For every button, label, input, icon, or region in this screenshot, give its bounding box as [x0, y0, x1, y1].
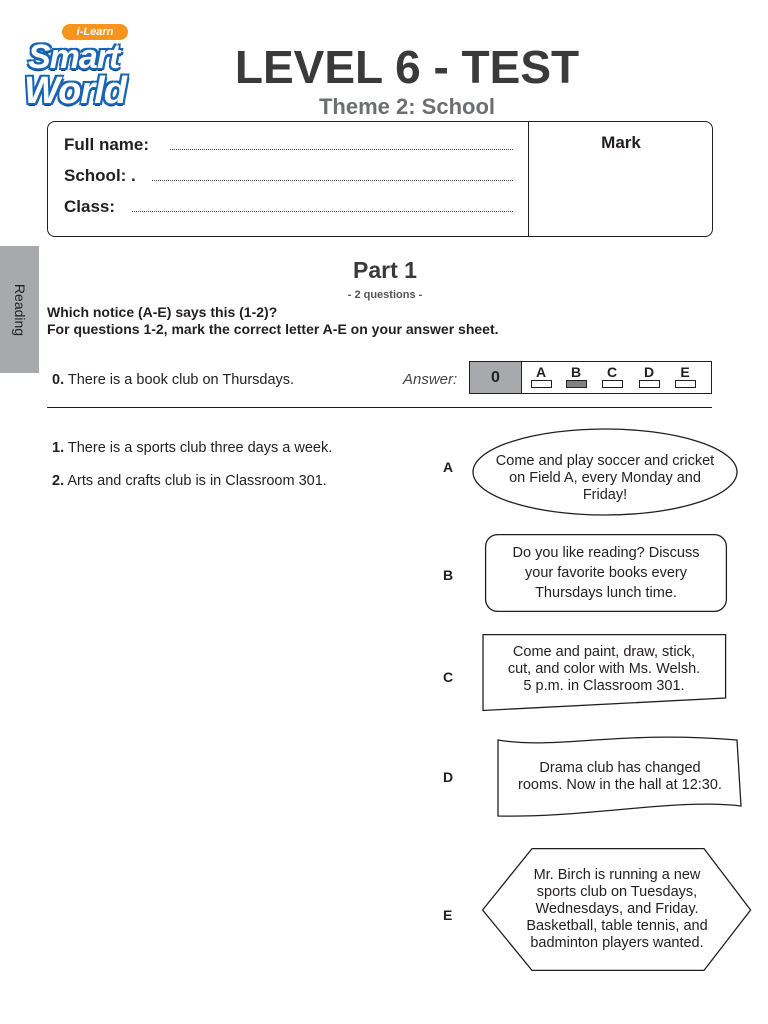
notice-line: Come and paint, draw, stick, — [512, 644, 696, 660]
instruction-line-1: Which notice (A-E) says this (1-2)? — [47, 304, 278, 320]
notice-line: Come and play soccer and cricket — [495, 453, 715, 469]
answer-label: Answer: — [403, 371, 458, 388]
mark-divider — [528, 121, 529, 237]
notice-line: Wednesdays, and Friday. — [535, 901, 699, 917]
notice-letter-e: E — [443, 907, 453, 923]
notice-line: Thursdays lunch time. — [535, 585, 677, 601]
option-letter-a: A — [535, 364, 547, 380]
option-letter-d: D — [643, 364, 655, 380]
question-text: There is a sports club three days a week. — [67, 440, 333, 456]
option-box-a[interactable] — [531, 380, 552, 388]
side-tab-label: Reading — [11, 283, 28, 336]
full-name-field[interactable] — [170, 149, 513, 150]
mark-label: Mark — [601, 133, 641, 152]
option-box-b[interactable] — [566, 380, 587, 388]
notice-c — [484, 644, 724, 695]
part-title: Part 1 — [353, 257, 417, 283]
school-field[interactable] — [152, 180, 513, 181]
notice-line: sports club on Tuesdays, — [536, 884, 698, 900]
option-box-d[interactable] — [639, 380, 660, 388]
notice-line: Do you like reading? Discuss — [512, 545, 700, 561]
option-letter-e: E — [680, 364, 690, 380]
notice-line: Friday! — [582, 487, 628, 503]
section-divider — [47, 407, 712, 408]
option-letter-c: C — [606, 364, 618, 380]
logo-brand-top: i-Learn — [62, 24, 128, 40]
example-number: 0. — [52, 372, 65, 388]
logo-line-1: Smart — [28, 38, 120, 76]
notice-e — [502, 867, 732, 952]
example-text: There is a book club on Thursdays. — [67, 372, 295, 388]
section-side-tab — [0, 246, 39, 373]
question-number: 1. — [52, 440, 65, 456]
page-subtitle: Theme 2: School — [318, 94, 496, 119]
smart-world-logo — [20, 20, 160, 120]
option-letter-b: B — [570, 364, 582, 380]
notice-line: Mr. Birch is running a new — [533, 867, 701, 883]
class-field[interactable] — [132, 211, 513, 212]
part-subtitle: - 2 questions - — [347, 289, 423, 301]
notice-line: cut, and color with Ms. Welsh. — [507, 661, 701, 677]
class-label: Class: — [64, 197, 116, 216]
notice-line: Basketball, table tennis, and — [526, 918, 708, 934]
question-2 — [52, 473, 327, 489]
logo-line-2: World — [24, 70, 126, 112]
notice-letter-c: C — [443, 669, 454, 685]
notice-d — [502, 760, 738, 794]
notice-line: rooms. Now in the hall at 12:30. — [518, 777, 722, 793]
notice-line: on Field A, every Monday and — [509, 470, 701, 486]
answer-number: 0 — [470, 362, 522, 393]
option-box-c[interactable] — [602, 380, 623, 388]
notice-line: badminton players wanted. — [530, 935, 704, 951]
notice-a — [478, 453, 732, 504]
notice-letter-b: B — [443, 567, 454, 583]
notice-line: 5 p.m. in Classroom 301. — [523, 678, 685, 694]
page-title: LEVEL 6 - TEST — [234, 41, 580, 93]
notice-b — [488, 543, 724, 603]
full-name-label: Full name: — [64, 135, 150, 154]
notice-letter-a: A — [443, 459, 454, 475]
notice-line: Drama club has changed — [539, 760, 701, 776]
question-text: Arts and crafts club is in Classroom 301. — [67, 473, 327, 489]
notice-letter-d: D — [443, 769, 454, 785]
notice-line: your favorite books every — [525, 565, 687, 581]
question-number: 2. — [52, 473, 65, 489]
instruction-line-2: For questions 1-2, mark the correct letter A-E on your answer sheet. — [47, 321, 499, 337]
question-1 — [52, 440, 332, 456]
example-question — [52, 372, 294, 388]
school-label: School: . — [64, 166, 136, 185]
option-box-e[interactable] — [675, 380, 696, 388]
